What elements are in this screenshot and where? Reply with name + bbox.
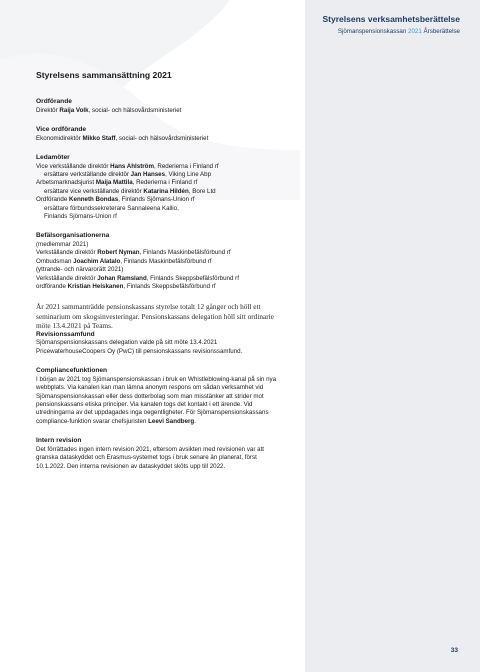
header-org: Sjömanspensionskassan: [337, 28, 407, 35]
header-year: 2021: [408, 28, 422, 35]
vice-line: Ekonomidirektör Mikko Staff, social- och hälsovårdsministeriet: [36, 134, 209, 142]
ordforande-line: Direktör Raija Volk, social- och hälsovårdsministeriet: [36, 106, 182, 114]
befal-subtitle: (medlemmar 2021): [36, 241, 89, 249]
compliance-text: I början av 2021 tog Sjömanspensionskassan i bruk en Whistleblowing-kanal på sin nya webbplats. Via kanalen kan man lämna anonym respons om sådan verksamhet vid Sjömanspensionskassan eller dess dotterbolag som man misstänker att strider mot pensionskassans etiska principer. Via kanalen togs det kontakt i ett ärende. Vid utredningarna av det uppdagades inga oegentligheter. För Sjömanspensionskassans compliance-funktion svarar chefsjuristen Leevi Sandberg.: [36, 375, 277, 425]
person-name: Leevi Sandberg: [148, 417, 195, 425]
intern-text: Det förrättades ingen intern revision 2021, eftersom avsikten med revisionen var att granska dataskyddet och Erasmus-systemet togs i bruk senare än planerat, först 10.1.2022. Den interna revisionen av dataskyddet sköts upp till 2022.: [36, 445, 265, 470]
member-line: Verkställande direktör Johan Ramsland, Finlands Skeppsbefälsförbund rf: [36, 274, 239, 282]
running-header-title: Styrelsens verksamhetsberättelse: [322, 14, 460, 24]
intern-block: [36, 437, 286, 471]
revision-heading: Revisionssamfund: [36, 330, 95, 338]
meetings-paragraph: År 2021 sammanträdde pensionskassans styrelse totalt 12 gånger och höll ett seminarium om skogsinvesteringar. Pensionskassans delegation höll sitt ordinarie möte 13.4.2021 på Teams.: [36, 302, 274, 331]
member-line: Arbetsmarknadsjurist Maija Mattila, Rederierna i Finland rf: [36, 179, 198, 187]
revision-text: Sjömanspensionskassans delegation valde på sitt möte 13.4.2021 PricewaterhouseCoopers Oy (PwC) till pensionskassans revisionssamfund.: [36, 339, 243, 355]
member-line: ordförande Kristian Heiskanen, Finlands Skeppsbefälsförbund rf: [36, 283, 216, 291]
main-text-column: [36, 70, 286, 482]
page-number: 33: [450, 647, 458, 654]
ordforande-block: [36, 98, 286, 115]
person-name: Raija Volk: [59, 106, 89, 114]
vice-heading: Vice ordförande: [36, 126, 87, 133]
section-title: Styrelsens sammansättning 2021: [36, 70, 172, 80]
ledamoter-heading: Ledamöter: [36, 154, 70, 161]
compliance-heading: Compliancefunktionen: [36, 367, 108, 375]
member-line: (yttrande- och närvarorätt 2021): [36, 266, 124, 274]
ordforande-heading: Ordförande: [36, 98, 72, 105]
vice-block: [36, 126, 286, 143]
member-line: Finlands Sjömans-Union rf: [44, 213, 117, 221]
member-line: Ordförande Kenneth Bondas, Finlands Sjömans-Union rf: [36, 196, 195, 204]
person-name: Mikko Staff: [82, 134, 116, 142]
member-line: Vice verkställande direktör Hans Ahlström, Rederierna i Finland rf: [36, 162, 219, 170]
compliance-block: [36, 367, 286, 426]
befal-heading: Befälsorganisationerna: [36, 232, 110, 240]
right-sidebar-panel: [305, 0, 480, 672]
befal-block: [36, 232, 286, 291]
running-header-subtitle: [338, 28, 460, 35]
intern-heading: Intern revision: [36, 437, 82, 445]
ledamoter-block: [36, 154, 286, 221]
member-line: ersättare förbundssekreterare Sannaleena Kallio,: [44, 204, 179, 212]
revision-block: [36, 331, 286, 356]
header-report: Årsberättelse: [423, 28, 460, 35]
member-line: ersättare vice verkställande direktör Katarina Hildén, Bore Ltd: [44, 187, 216, 195]
member-line: Ombudsman Joachim Alatalo, Finlands Maskinbefälsförbund rf: [36, 257, 212, 265]
member-line: Verkställande direktör Robert Nyman, Finlands Maskinbefälsförbund rf: [36, 249, 231, 257]
member-line: ersättare verkställande direktör Jan Hanses, Viking Line Abp: [44, 171, 212, 178]
